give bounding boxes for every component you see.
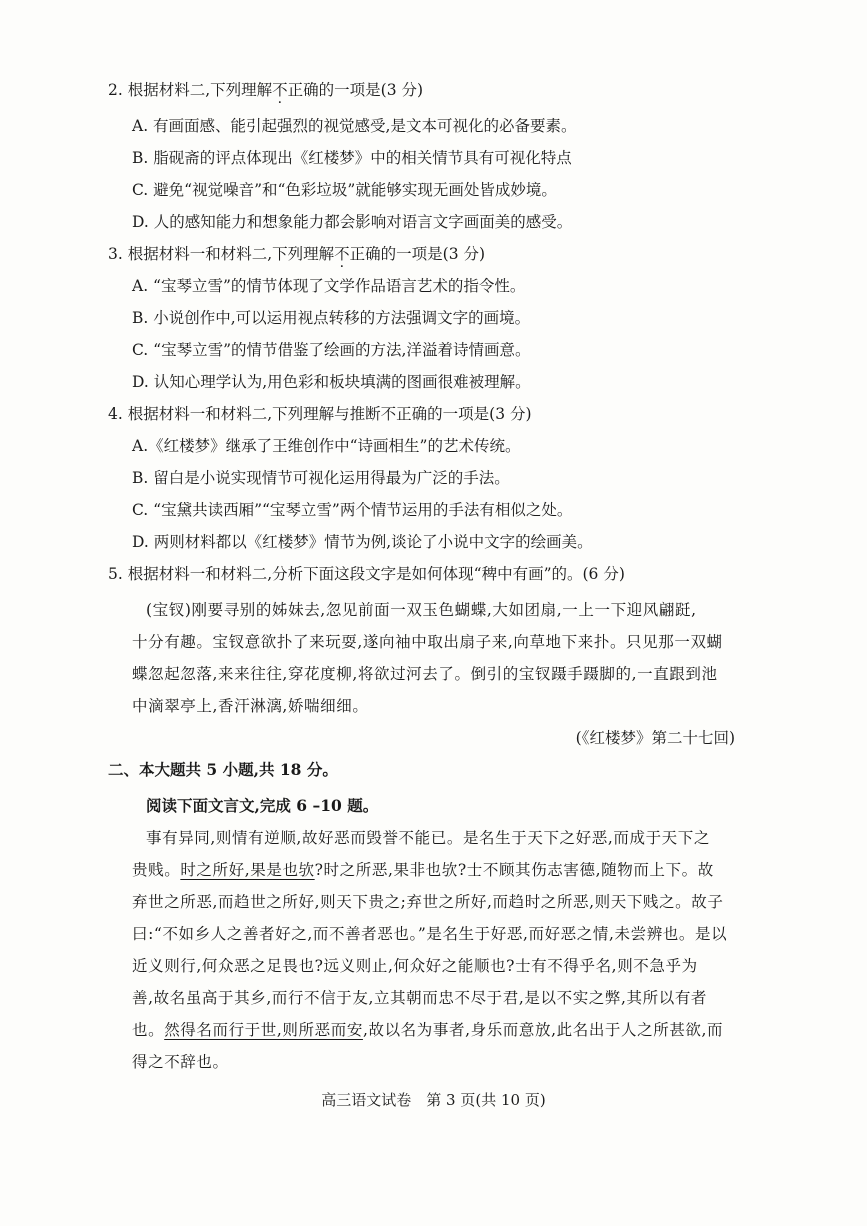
question-3-option-a: A. “宝琴立雪”的情节体现了文学作品语言艺术的指令性。 bbox=[132, 277, 526, 295]
section-heading: 二、本大题共 5 小题,共 18 分。 bbox=[108, 760, 338, 779]
question-2-option-d: D. 人的感知能力和想象能力都会影响对语言文字画面美的感受。 bbox=[132, 213, 573, 231]
question-4-stem: 4. 根据材料一和材料二,下列理解与推断不正确的一项是(3 分) bbox=[108, 405, 532, 423]
classical-text-line: 得之不辞也。 bbox=[132, 1053, 229, 1071]
question-3-option-b: B. 小说创作中,可以运用视点转移的方法强调文字的画境。 bbox=[132, 309, 531, 327]
page-footer: 高三语文试卷 第 3 页(共 10 页) bbox=[321, 1091, 546, 1109]
underlined-sentence: 时之所好,果是也欤 bbox=[180, 861, 315, 879]
question-3-option-d: D. 认知心理学认为,用色彩和板块填满的图画很难被理解。 bbox=[132, 373, 531, 391]
classical-text-line: 贵贱。时之所好,果是也欤?时之所恶,果非也欤?士不顾其伤志害德,随物而上下。故 bbox=[132, 861, 714, 879]
section-instruction: 阅读下面文言文,完成 6 –10 题。 bbox=[146, 796, 379, 815]
underlined-sentence: 然得名而行于世,则所恶而安 bbox=[164, 1021, 363, 1039]
passage-line: 蝶忽起忽落,来来往往,穿花度柳,将欲过河去了。倒引的宝钗蹑手蹑脚的,一直跟到池 bbox=[132, 665, 718, 683]
question-2-option-c: C. 避免“视觉噪音”和“色彩垃圾”就能够实现无画处皆成妙境。 bbox=[132, 181, 557, 199]
question-2-stem: 2. 根据材料二,下列理解不正确的一项是(3 分) bbox=[108, 81, 424, 99]
passage-line: 十分有趣。宝钗意欲扑了来玩耍,遂向袖中取出扇子来,向草地下来扑。只见那一双蝴 bbox=[132, 633, 723, 651]
question-2-option-a: A. 有画面感、能引起强烈的视觉感受,是文本可视化的必备要素。 bbox=[132, 117, 577, 135]
classical-text-line: 曰:“不如乡人之善者好之,而不善者恶也。”是名生于好恶,而好恶之情,未尝辨也。是以 bbox=[132, 925, 728, 943]
passage-line: (宝钗)刚要寻别的姊妹去,忽见前面一双玉色蝴蝶,大如团扇,一上一下迎风翩跹, bbox=[146, 601, 697, 619]
classical-text-line: 事有异同,则情有逆顺,故好恶而毁誉不能已。是名生于天下之好恶,而成于天下之 bbox=[146, 829, 710, 847]
question-2-option-b: B. 脂砚斋的评点体现出《红楼梦》中的相关情节具有可视化特点 bbox=[132, 149, 572, 167]
passage-citation: (《红楼梦》第二十七回) bbox=[575, 729, 735, 747]
classical-text-line: 也。然得名而行于世,则所恶而安,故以名为事者,身乐而意放,此名出于人之所甚欲,而 bbox=[132, 1021, 724, 1039]
question-3-option-c: C. “宝琴立雪”的情节借鉴了绘画的方法,洋溢着诗情画意。 bbox=[132, 341, 531, 359]
classical-text-line: 善,故名虽高于其乡,而行不信于友,立其朝而忠不尽于君,是以不实之弊,其所以有者 bbox=[132, 989, 708, 1007]
question-4-option-c: C. “宝黛共读西厢”“宝琴立雪”两个情节运用的手法有相似之处。 bbox=[132, 501, 573, 519]
question-5-stem: 5. 根据材料一和材料二,分析下面这段文字是如何体现“稗中有画”的。(6 分) bbox=[108, 565, 625, 583]
question-4-option-d: D. 两则材料都以《红楼梦》情节为例,谈论了小说中文字的绘画美。 bbox=[132, 533, 593, 551]
question-4-option-a: A.《红楼梦》继承了王维创作中“诗画相生”的艺术传统。 bbox=[132, 437, 521, 455]
passage-line: 中滴翠亭上,香汗淋漓,娇喘细细。 bbox=[132, 697, 369, 715]
question-4-option-b: B. 留白是小说实现情节可视化运用得最为广泛的手法。 bbox=[132, 469, 510, 487]
classical-text-line: 近义则行,何众恶之足畏也?远义则止,何众好之能顺也?士有不得乎名,则不急乎为 bbox=[132, 957, 698, 975]
classical-text-line: 弃世之所恶,而趋世之所好,则天下贵之;弃世之所好,而趋时之所恶,则天下贱之。故子 bbox=[132, 893, 724, 911]
question-3-stem: 3. 根据材料一和材料二,下列理解不正确的一项是(3 分) bbox=[108, 245, 486, 263]
